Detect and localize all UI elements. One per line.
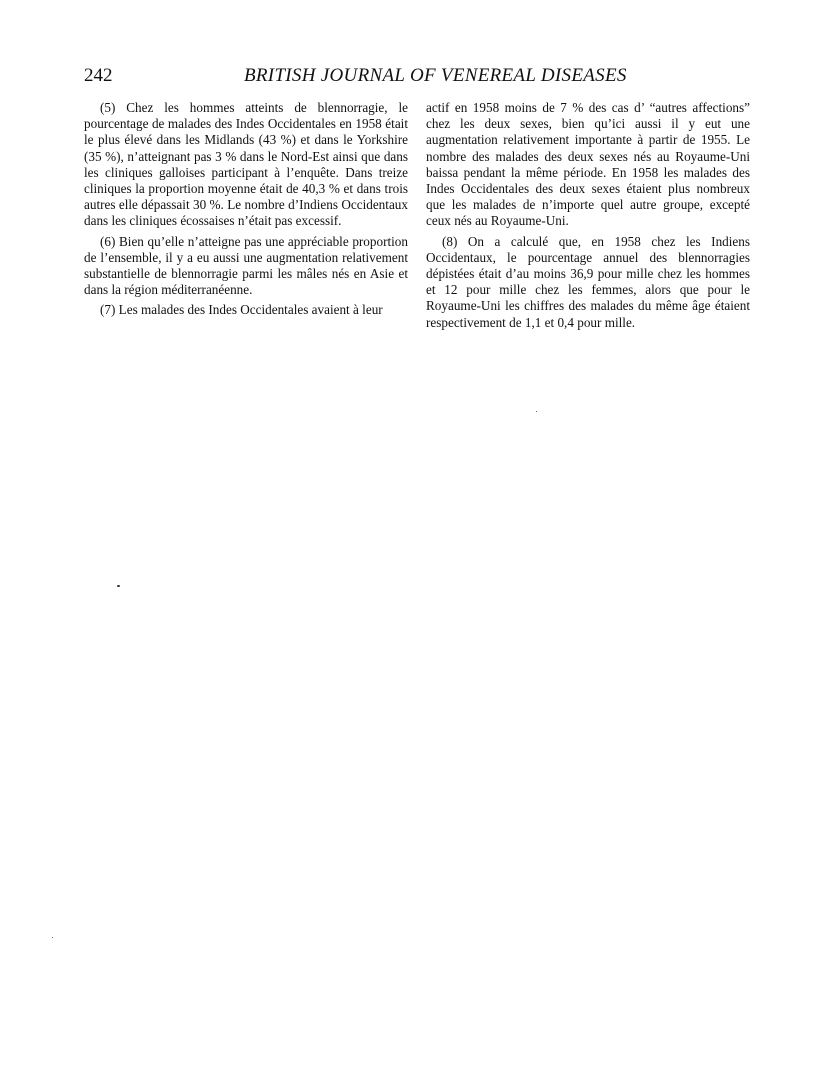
scan-speck	[52, 937, 53, 938]
left-column	[84, 100, 408, 323]
journal-running-head: BRITISH JOURNAL OF VENEREAL DISEASES	[244, 65, 627, 86]
paragraph-7-continued: actif en 1958 moins de 7 % des cas d’ “autres affections” chez les deux sexes, bien qu’ici aussi il y eut une augmentation relativement importante à partir de 1955. Le nombre des malades des deux sexes nés au Royaume-Uni baissa pendant la même période. En 1958 les malades des Indes Occidentales des deux sexes étaient plus nombreux que les malades de n’importe quel autre groupe, excepté ceux nés au Royaume-Uni.	[426, 100, 750, 229]
right-column	[426, 100, 750, 335]
paragraph-5: (5) Chez les hommes atteints de blennorragie, le pourcentage de malades des Indes Occidentales en 1958 était le plus élevé dans les Midlands (43 %) et dans le Yorkshire (35 %), n’atteignant pas 3 % dans le Nord-Est ainsi que dans les cliniques galloises participant à l’enquête. Dans treize cliniques la proportion moyenne était de 40,3 % et dans trois autres elle dépassait 30 %. Le nombre d’Indiens Occidentaux dans les cliniques écossaises n’était pas excessif.	[84, 100, 408, 229]
paragraph-8: (8) On a calculé que, en 1958 chez les Indiens Occidentaux, le pourcentage annuel des blennorragies dépistées était d’au moins 36,9 pour mille chez les hommes et 12 pour mille chez les femmes, alors que pour le Royaume-Uni les chiffres des malades du même âge étaient respectivement de 1,1 et 0,4 pour mille.	[426, 233, 750, 330]
paragraph-7-start: (7) Les malades des Indes Occidentales avaient à leur	[100, 302, 383, 318]
page-header	[84, 64, 744, 90]
scan-speck	[117, 585, 120, 587]
paragraph-6: (6) Bien qu’elle n’atteigne pas une appréciable proportion de l’ensemble, il y a eu aussi une augmentation relativement substantielle de blennorragie parmi les mâles nés en Asie et dans la région méditerranéenne.	[84, 233, 408, 298]
scan-speck	[536, 411, 537, 412]
page-number: 242	[84, 65, 113, 86]
